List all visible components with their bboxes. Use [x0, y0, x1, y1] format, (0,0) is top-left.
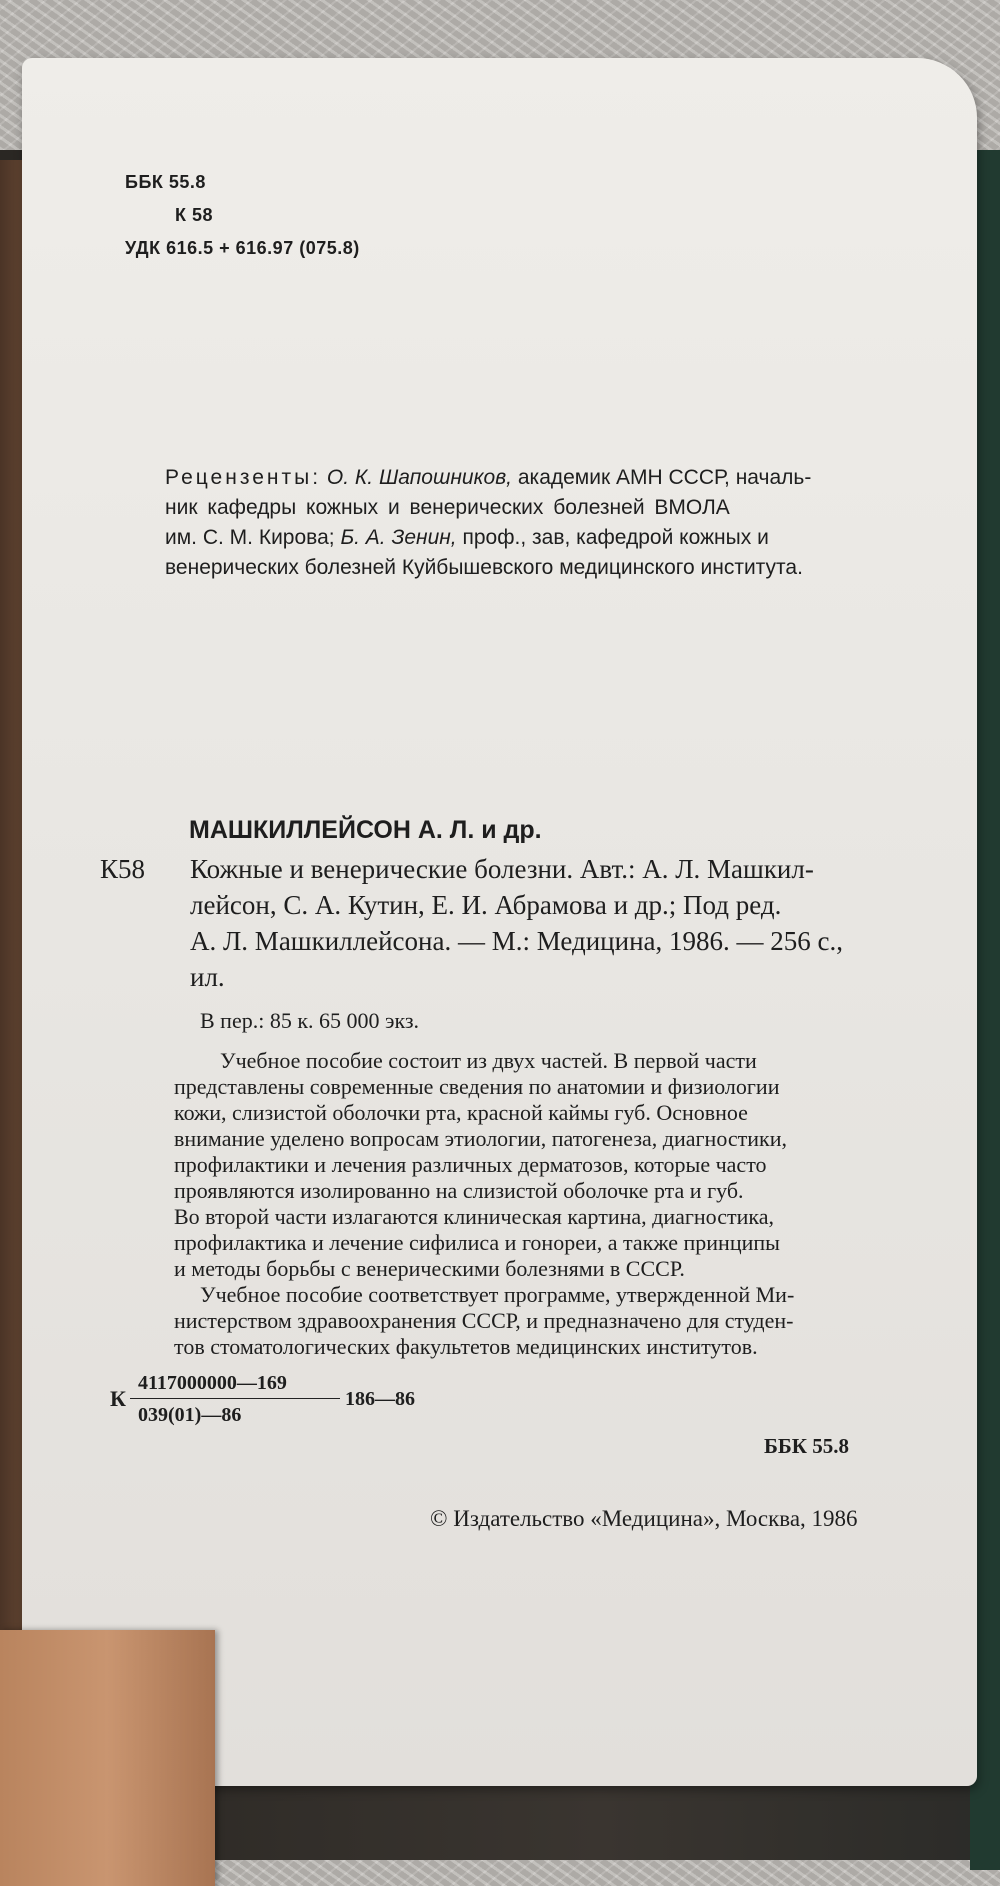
- annotation-line: профилактики и лечения различных дерматозов, которые часто: [174, 1152, 767, 1177]
- reviewers-line-4: венерических болезней Куйбышевского медицинского института.: [165, 556, 803, 579]
- reviewer-1-name: О. К. Шапошников,: [326, 466, 513, 489]
- record-line-4: ил.: [190, 962, 225, 992]
- formula-divider: [130, 1398, 340, 1399]
- record-line-2: лейсон, С. А. Кутин, Е. И. Абрамова и др.; Под ред.: [190, 890, 782, 920]
- copyright: © Издательство «Медицина», Москва, 1986: [430, 1506, 858, 1531]
- annotation-line: представлены современные сведения по анатомии и физиологии: [174, 1074, 780, 1099]
- formula-denominator: 039(01)—86: [138, 1404, 242, 1426]
- record-code: К58: [100, 854, 146, 884]
- reviewers-line-2: ник кафедры кожных и венерических болезней ВМОЛА: [165, 496, 730, 519]
- reviewer-1-title: академик АМН СССР, началь-: [517, 466, 812, 489]
- annotation-line: кожи, слизистой оболочки рта, красной каймы губ. Основное: [174, 1100, 748, 1125]
- bbk-bottom: ББК 55.8: [764, 1434, 849, 1458]
- price-circulation: В пер.: 85 к. 65 000 экз.: [200, 1008, 420, 1033]
- formula-numerator: 4117000000—169: [138, 1372, 287, 1394]
- annotation-line: Учебное пособие соответствует программе, утвержденной Ми-: [200, 1282, 795, 1307]
- bookmark: [0, 1630, 215, 1886]
- annotation-line: тов стоматологических факультетов медицинских институтов.: [174, 1334, 758, 1359]
- reviewer-2-title: проф., зав, кафедрой кожных и: [462, 526, 769, 549]
- bbk-code: ББК 55.8: [125, 172, 206, 192]
- annotation-line: профилактика и лечение сифилиса и гонореи, а также принципы: [174, 1230, 780, 1255]
- annotation-line: и методы борьбы с венерическими болезнями в СССР.: [174, 1256, 685, 1281]
- annotation-line: проявляются изолированно на слизистой оболочке рта и губ.: [174, 1178, 744, 1203]
- record-line-3: А. Л. Машкиллейсона. — М.: Медицина, 1986. — 256 с.,: [190, 926, 843, 956]
- record-line-1: Кожные и венерические болезни. Авт.: А. Л. Машкил-: [190, 854, 814, 884]
- reviewers-line-3: им. С. М. Кирова; Б. А. Зенин, проф., зав, кафедрой кожных и: [165, 526, 769, 549]
- formula-suffix: 186—86: [345, 1388, 415, 1410]
- reviewers-label: Рецензенты:: [165, 466, 322, 489]
- reviewers-line-1: [165, 466, 811, 490]
- book-page: [22, 58, 977, 1786]
- record-heading: МАШКИЛЛЕЙСОН А. Л. и др.: [189, 816, 542, 844]
- reviewer-2-name: Б. А. Зенин,: [340, 526, 457, 549]
- annotation-line: внимание уделено вопросам этиологии, патогенеза, диагностики,: [174, 1126, 787, 1151]
- author-code: К 58: [175, 205, 214, 225]
- annotation-line: нистерством здравоохранения СССР, и предназначено для студен-: [174, 1308, 794, 1333]
- annotation-line: Учебное пособие состоит из двух частей. В первой части: [220, 1048, 757, 1073]
- annotation-line: Во второй части излагаются клиническая картина, диагностика,: [174, 1204, 774, 1229]
- udk-code: УДК 616.5 + 616.97 (075.8): [125, 238, 360, 258]
- formula-letter: К: [110, 1386, 126, 1411]
